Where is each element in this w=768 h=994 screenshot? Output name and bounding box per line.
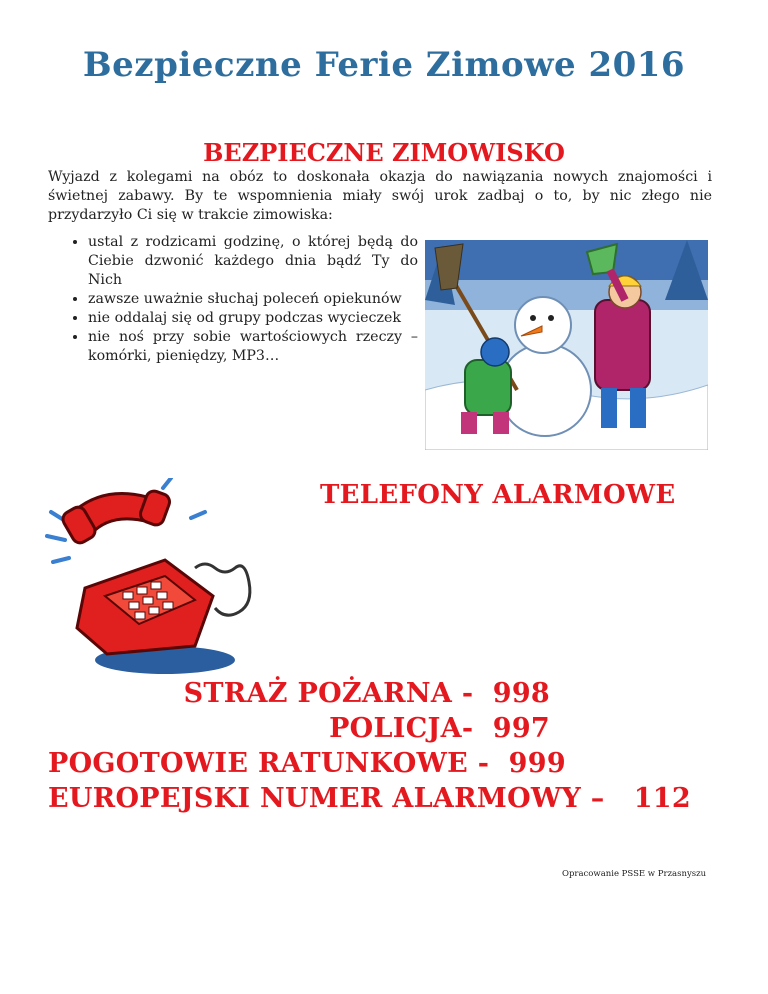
telephone-illustration [45,478,267,678]
police-number: POLICJA- 997 [329,713,550,744]
fire-brigade-number: STRAŻ POŻARNA - 998 [183,678,550,709]
intro-paragraph: Wyjazd z kolegami na obóz to doskonała okazja do nawiązania nowych znajomości i świetnej zabawy. By te wspomnienia miały swój urok zadbaj o to, by nic złego nie przydarzyło Ci się w trakcie zimowiska: [48,169,712,223]
snowman-illustration [425,240,708,450]
tips-list [60,233,418,366]
alarm-heading: TELEFONY ALARMOWE [320,480,676,510]
ambulance-number: POGOTOWIE RATUNKOWE - 999 [48,748,566,779]
list-item: • zawsze uważnie słuchaj poleceń opiekunów [88,290,418,309]
list-item: • nie oddalaj się od grupy podczas wycieczek [88,309,418,328]
section-heading: BEZPIECZNE ZIMOWISKO [203,138,565,167]
footer-credit: Opracowanie PSSE w Przasnyszu [562,869,707,879]
european-emergency-number: EUROPEJSKI NUMER ALARMOWY – 112 [48,783,691,814]
page-title: Bezpieczne Ferie Zimowe 2016 [82,45,686,85]
list-item: • ustal z rodzicami godzinę, o której będą do Ciebie dzwonić każdego dnia bądź Ty do Nich [88,233,418,290]
list-item: • nie noś przy sobie wartościowych rzeczy – komórki, pieniędzy, MP3… [88,328,418,366]
